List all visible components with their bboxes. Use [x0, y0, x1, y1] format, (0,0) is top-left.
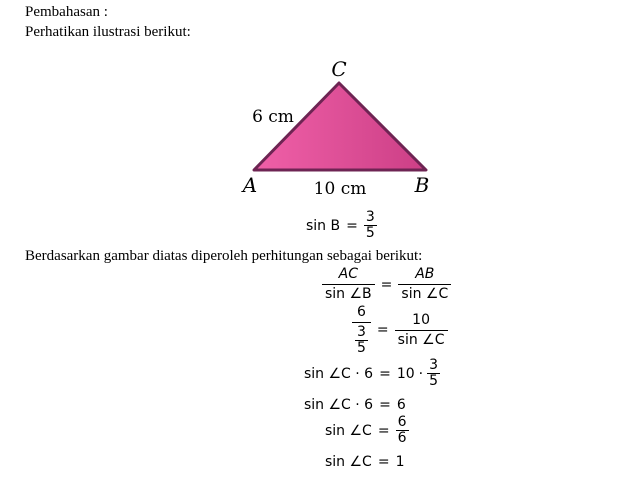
fraction-numerator: 6 [357, 304, 366, 320]
fraction-numerator: AC [338, 266, 359, 282]
explanation-text: Berdasarkan gambar diatas diperoleh perhitungan sebagai berikut: [25, 248, 423, 264]
fraction-numerator: AB [415, 266, 435, 282]
step-3-rhs: 10 [396, 365, 415, 382]
equals-sign: = [376, 322, 389, 338]
given-lhs: sin B [306, 217, 341, 234]
fraction-denominator [352, 322, 371, 356]
vertex-a-label: A [242, 173, 258, 197]
fraction-numerator: 3 [429, 357, 439, 373]
step-1-right-fraction [398, 266, 451, 303]
equals-sign: = [377, 422, 390, 439]
equals-sign: = [379, 365, 391, 382]
fraction-denominator: 6 [397, 430, 407, 446]
fraction-denominator: 5 [357, 340, 366, 356]
triangle-figure [236, 56, 436, 206]
fraction-numerator: 10 [412, 311, 430, 328]
given-fraction [364, 210, 377, 241]
given-equation [306, 210, 377, 241]
vertex-b-label: B [414, 173, 430, 197]
multiply-dot: · [418, 365, 424, 382]
step-6-rhs: 1 [395, 454, 405, 470]
step-2-left-fraction [352, 304, 371, 356]
side-ab-label: 10 cm [313, 179, 367, 199]
step-1-equation [322, 266, 451, 303]
vertex-c-label: C [331, 57, 347, 81]
step-6-equation [325, 454, 405, 470]
equals-sign: = [380, 276, 393, 293]
step-5-lhs: sin ∠C [325, 422, 372, 439]
fraction-numerator: 3 [365, 209, 375, 225]
heading: Pembahasan : [25, 4, 108, 20]
step-2-right-fraction [395, 312, 448, 349]
fraction-denominator: 5 [429, 373, 439, 389]
step-3-lhs: sin ∠C · 6 [304, 365, 374, 382]
fraction-numerator: 3 [357, 324, 366, 340]
fraction-denominator: sin ∠C [395, 330, 448, 349]
step-4-lhs: sin ∠C · 6 [304, 397, 374, 413]
fraction-numerator: 6 [397, 414, 407, 430]
step-1-left-fraction [322, 266, 375, 303]
fraction-denominator: 5 [365, 225, 375, 241]
step-2-equation [352, 304, 448, 356]
side-ac-label: 6 cm [252, 107, 294, 127]
nested-fraction [355, 325, 368, 356]
fraction-denominator: sin ∠C [398, 284, 451, 303]
step-3-equation [304, 358, 440, 389]
fraction-denominator: sin ∠B [322, 284, 375, 303]
step-5-equation [325, 415, 409, 446]
instruction-text: Perhatikan ilustrasi berikut: [25, 24, 191, 40]
equals-sign: = [379, 397, 391, 413]
equals-sign: = [377, 454, 390, 470]
step-4-rhs: 6 [396, 397, 406, 413]
step-6-lhs: sin ∠C [325, 454, 372, 470]
step-3-fraction [427, 358, 440, 389]
step-5-fraction [396, 415, 409, 446]
step-4-equation [304, 397, 406, 413]
equals-sign: = [346, 217, 358, 234]
